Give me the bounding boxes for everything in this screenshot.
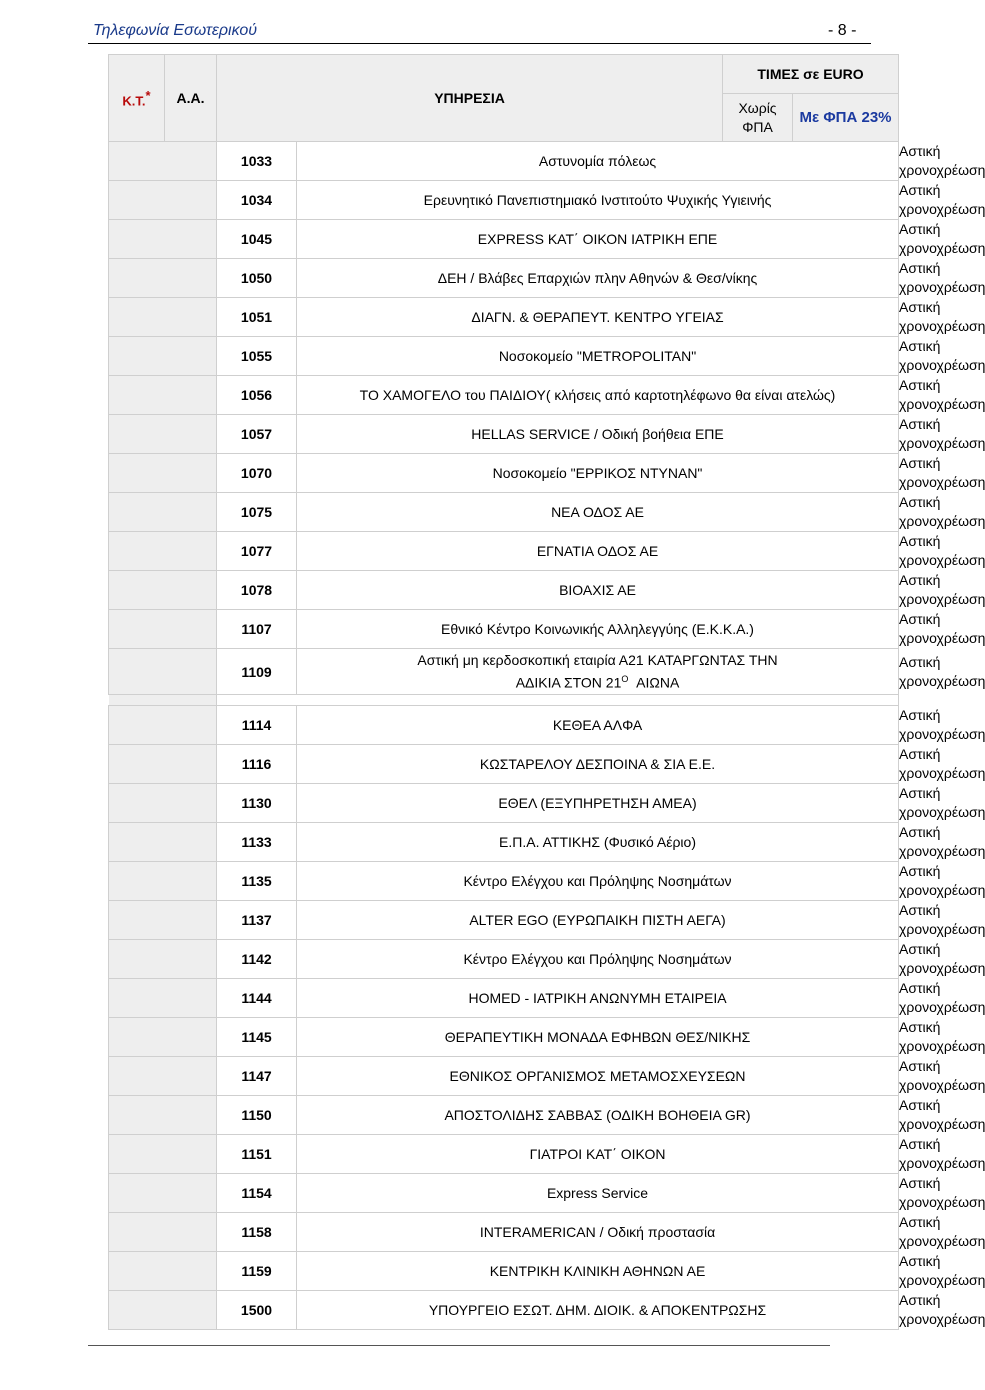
access-code: 1107	[217, 610, 297, 649]
access-code: 1130	[217, 784, 297, 823]
kt-aa-cell	[109, 745, 217, 784]
tariff-table	[108, 54, 985, 1330]
service-name: Κέντρο Ελέγχου και Πρόληψης Νοσημάτων	[297, 940, 899, 979]
service-name: ΥΠΟΥΡΓΕΙΟ ΕΣΩΤ. ΔΗΜ. ΔΙΟΙΚ. & ΑΠΟΚΕΝΤΡΩΣΗΣ	[297, 1291, 899, 1330]
kt-aa-cell	[109, 706, 217, 745]
table-row	[109, 142, 899, 181]
service-name: ΕΘΝΙΚΟΣ ΟΡΓΑΝΙΣΜΟΣ ΜΕΤΑΜΟΣΧΕΥΣΕΩΝ	[297, 1057, 899, 1096]
service-name: ΝΕΑ ΟΔΟΣ ΑΕ	[297, 493, 899, 532]
service-name: ΘΕΡΑΠΕΥΤΙΚΗ ΜΟΝΑΔΑ ΕΦΗΒΩΝ ΘΕΣ/ΝΙΚΗΣ	[297, 1018, 899, 1057]
access-code: 1158	[217, 1213, 297, 1252]
rate-line-1: Αστική	[899, 902, 941, 918]
rate-line-1: Αστική	[899, 416, 941, 432]
service-name: Νοσοκομείο "ΕΡΡΙΚΟΣ ΝΤΥΝΑΝ"	[297, 454, 899, 493]
table-row	[109, 1291, 899, 1330]
kt-aa-cell	[109, 1213, 217, 1252]
service-name: ΕΘΕΛ (ΕΞΥΠΗΡΕΤΗΣΗ ΑΜΕΑ)	[297, 784, 899, 823]
rate-line-1: Αστική	[899, 785, 941, 801]
access-code: 1145	[217, 1018, 297, 1057]
kt-aa-cell	[109, 220, 217, 259]
access-code: 1150	[217, 1096, 297, 1135]
access-code: 1500	[217, 1291, 297, 1330]
service-name: Express Service	[297, 1174, 899, 1213]
kt-aa-cell	[109, 1174, 217, 1213]
rate-line-2: χρονοχρέωση	[899, 1077, 985, 1093]
service-line-2: ΑΔΙΚΙΑ ΣΤΟΝ 21	[515, 674, 622, 691]
rate-line-1: Αστική	[899, 1097, 941, 1113]
table-row	[109, 745, 899, 784]
access-code: 1137	[217, 901, 297, 940]
table-row	[109, 979, 899, 1018]
rate-line-1: Αστική	[899, 941, 941, 957]
table-row	[109, 181, 899, 220]
table-row	[109, 532, 899, 571]
access-code: 1057	[217, 415, 297, 454]
service-name: ΓΙΑΤΡΟΙ ΚΑΤ΄ ΟΙΚΟΝ	[297, 1135, 899, 1174]
access-code: 1078	[217, 571, 297, 610]
service-name: Κέντρο Ελέγχου και Πρόληψης Νοσημάτων	[297, 862, 899, 901]
kt-aa-cell	[109, 649, 217, 695]
table-row	[109, 454, 899, 493]
table-row	[109, 493, 899, 532]
service-name: ΑΠΟΣΤΟΛΙΔΗΣ ΣΑΒΒΑΣ (ΟΔΙΚΗ ΒΟΗΘΕΙΑ GR)	[297, 1096, 899, 1135]
access-code: 1109	[217, 649, 297, 695]
table-row	[109, 940, 899, 979]
rate-line-2: χρονοχρέωση	[899, 318, 985, 334]
rate-line-1: Αστική	[899, 1175, 941, 1191]
access-code: 1135	[217, 862, 297, 901]
kt-aa-cell	[109, 1057, 217, 1096]
service-name: HOMED - ΙΑΤΡΙΚΗ ΑΝΩΝΥΜΗ ΕΤΑΙΡΕΙΑ	[297, 979, 899, 1018]
table-row	[109, 298, 899, 337]
rate-line-2: χρονοχρέωση	[899, 1116, 985, 1132]
footer-divider	[88, 1345, 830, 1346]
kt-aa-cell	[109, 610, 217, 649]
access-code: 1055	[217, 337, 297, 376]
rate-line-2: χρονοχρέωση	[899, 726, 985, 742]
rate-line-1: Αστική	[899, 824, 941, 840]
rate-line-1: Αστική	[899, 611, 941, 627]
table-row	[109, 901, 899, 940]
rate-line-1: Αστική	[899, 299, 941, 315]
rate-line-1: Αστική	[899, 494, 941, 510]
kt-aa-cell	[109, 979, 217, 1018]
kt-label: Κ.Τ.	[122, 93, 146, 109]
spacer-grey	[109, 695, 217, 706]
table-row	[109, 1135, 899, 1174]
kt-aa-cell	[109, 823, 217, 862]
table-row	[109, 610, 899, 649]
rate-line-2: χρονοχρέωση	[899, 591, 985, 607]
service-name: ΒΙΟΑΧΙΣ ΑΕ	[297, 571, 899, 610]
rate-line-2: χρονοχρέωση	[899, 1272, 985, 1288]
rate-line-1: Αστική	[899, 980, 941, 996]
rate-line-1: Αστική	[899, 1253, 941, 1269]
access-code: 1070	[217, 454, 297, 493]
rate-line-2: χρονοχρέωση	[899, 921, 985, 937]
access-code: 1151	[217, 1135, 297, 1174]
access-code: 1114	[217, 706, 297, 745]
rate-line-2: χρονοχρέωση	[899, 1311, 985, 1327]
service-name: ΚΕΘΕΑ ΑΛΦΑ	[297, 706, 899, 745]
with-vat-header: Με ΦΠΑ 23%	[793, 94, 899, 142]
rate-line-1: Αστική	[899, 182, 941, 198]
kt-aa-cell	[109, 142, 217, 181]
table-row	[109, 862, 899, 901]
service-name: Εθνικό Κέντρο Κοινωνικής Αλληλεγγύης (Ε.Κ.Κ.Α.)	[297, 610, 899, 649]
rate-line-2: χρονοχρέωση	[899, 396, 985, 412]
access-code: 1142	[217, 940, 297, 979]
kt-aa-cell	[109, 532, 217, 571]
rate-line-2: χρονοχρέωση	[899, 765, 985, 781]
rate-line-1: Αστική	[899, 1292, 941, 1308]
rate-line-2: χρονοχρέωση	[899, 435, 985, 451]
kt-aa-cell	[109, 298, 217, 337]
rate-line-2: χρονοχρέωση	[899, 804, 985, 820]
service-column-header: ΥΠΗΡΕΣΙΑ	[217, 55, 723, 142]
ordinal-superscript: Ο	[621, 673, 629, 684]
rate-line-1: Αστική	[899, 1214, 941, 1230]
access-code: 1144	[217, 979, 297, 1018]
rate-line-1: Αστική	[899, 533, 941, 549]
rate-line-2: χρονοχρέωση	[899, 960, 985, 976]
prices-column-header: ΤΙΜΕΣ σε EURO	[723, 55, 899, 94]
kt-aa-cell	[109, 181, 217, 220]
access-code: 1045	[217, 220, 297, 259]
service-name: INTERAMERICAN / Οδική προστασία	[297, 1213, 899, 1252]
access-code: 1056	[217, 376, 297, 415]
kt-aa-cell	[109, 901, 217, 940]
table-row	[109, 823, 899, 862]
table-row	[109, 220, 899, 259]
access-code: 1116	[217, 745, 297, 784]
service-name: ΔΕΗ / Βλάβες Επαρχιών πλην Αθηνών & Θεσ/νίκης	[297, 259, 899, 298]
rate-line-1: Αστική	[899, 746, 941, 762]
service-name: ΤΟ ΧΑΜΟΓΕΛΟ του ΠΑΙΔΙΟΥ( κλήσεις από καρτοτηλέφωνο θα είναι ατελώς)	[297, 376, 899, 415]
rate-line-2: χρονοχρέωση	[899, 1038, 985, 1054]
table-row	[109, 337, 899, 376]
rate-line-1: Αστική	[899, 455, 941, 471]
rate-line-1: Αστική	[899, 1019, 941, 1035]
kt-aa-cell	[109, 1135, 217, 1174]
header-divider	[88, 43, 871, 44]
service-name: Ερευνητικό Πανεπιστημιακό Ινστιτούτο Ψυχικής Υγιεινής	[297, 181, 899, 220]
rate-line-1: Αστική	[899, 1058, 941, 1074]
kt-aa-cell	[109, 1252, 217, 1291]
service-name: ΚΩΣΤΑΡΕΛΟΥ ΔΕΣΠΟΙΝΑ & ΣΙΑ Ε.Ε.	[297, 745, 899, 784]
service-name: Ε.Π.Α. ΑΤΤΙΚΗΣ (Φυσικό Αέριο)	[297, 823, 899, 862]
access-code: 1159	[217, 1252, 297, 1291]
service-name: ALTER EGO (ΕΥΡΩΠΑΙΚΗ ΠΙΣΤΗ ΑΕΓΑ)	[297, 901, 899, 940]
rate-line-1: Αστική	[899, 572, 941, 588]
rate-line-1: Αστική	[899, 863, 941, 879]
service-line-2-end: ΑΙΩΝΑ	[636, 674, 680, 691]
access-code: 1034	[217, 181, 297, 220]
rate-line-1: Αστική	[899, 377, 941, 393]
access-code: 1033	[217, 142, 297, 181]
service-name: Νοσοκομείο "METROPOLITAN"	[297, 337, 899, 376]
kt-aa-cell	[109, 784, 217, 823]
kt-aa-cell	[109, 493, 217, 532]
rate-line-2: χρονοχρέωση	[899, 240, 985, 256]
rate-line-2: χρονοχρέωση	[899, 999, 985, 1015]
rate-line-2: χρονοχρέωση	[899, 1233, 985, 1249]
table-row	[109, 784, 899, 823]
kt-aa-cell	[109, 454, 217, 493]
service-name: ΕΓΝΑΤΙΑ ΟΔΟΣ ΑΕ	[297, 532, 899, 571]
document-header-title: Τηλεφωνία Εσωτερικού	[93, 22, 258, 39]
access-code: 1154	[217, 1174, 297, 1213]
kt-aa-cell	[109, 1096, 217, 1135]
access-code: 1147	[217, 1057, 297, 1096]
table-row	[109, 649, 899, 695]
rate-line-2: χρονοχρέωση	[899, 474, 985, 490]
table-row	[109, 376, 899, 415]
rate-line-1: Αστική	[899, 1136, 941, 1152]
table-row	[109, 1018, 899, 1057]
rate-line-2: χρονοχρέωση	[899, 1155, 985, 1171]
table-row	[109, 1174, 899, 1213]
table-header-row	[109, 55, 899, 94]
table-row	[109, 1252, 899, 1291]
table-row	[109, 706, 899, 745]
access-code: 1051	[217, 298, 297, 337]
kt-aa-cell	[109, 940, 217, 979]
table-row	[109, 259, 899, 298]
service-name: EXPRESS ΚΑΤ΄ ΟΙΚΟΝ ΙΑΤΡΙΚΗ ΕΠΕ	[297, 220, 899, 259]
kt-aa-cell	[109, 1018, 217, 1057]
rate-line-2: χρονοχρέωση	[899, 672, 985, 689]
access-code: 1050	[217, 259, 297, 298]
rate-line-2: χρονοχρέωση	[899, 843, 985, 859]
rate-line-1: Αστική	[899, 653, 941, 670]
kt-footnote-mark: *	[145, 87, 151, 103]
tariff-table-body	[109, 55, 985, 1330]
service-line-1: Αστική μη κερδοσκοπική εταιρία Α21 ΚΑΤΑΡΓΩΝΤΑΣ ΤΗΝ	[417, 651, 778, 668]
kt-aa-cell	[109, 1291, 217, 1330]
kt-aa-cell	[109, 862, 217, 901]
kt-aa-cell	[109, 259, 217, 298]
table-row	[109, 571, 899, 610]
aa-column-header: Α.Α.	[165, 55, 217, 142]
rate-line-2: χρονοχρέωση	[899, 279, 985, 295]
service-name: ΚΕΝΤΡΙΚΗ ΚΛΙΝΙΚΗ ΑΘΗΝΩΝ ΑΕ	[297, 1252, 899, 1291]
rate-line-2: χρονοχρέωση	[899, 552, 985, 568]
access-code: 1133	[217, 823, 297, 862]
service-name: Αστυνομία πόλεως	[297, 142, 899, 181]
rate-line-2: χρονοχρέωση	[899, 1194, 985, 1210]
rate-line-2: χρονοχρέωση	[899, 630, 985, 646]
spacer-blank	[217, 695, 899, 706]
kt-aa-cell	[109, 415, 217, 454]
kt-column-header	[109, 55, 165, 142]
rate-line-2: χρονοχρέωση	[899, 882, 985, 898]
table-row	[109, 1096, 899, 1135]
access-code: 1077	[217, 532, 297, 571]
kt-aa-cell	[109, 337, 217, 376]
service-name: ΔΙΑΓΝ. & ΘΕΡΑΠΕΥΤ. ΚΕΝΤΡΟ ΥΓΕΙΑΣ	[297, 298, 899, 337]
rate-line-2: χρονοχρέωση	[899, 513, 985, 529]
service-name: HELLAS SERVICE / Οδική βοήθεια ΕΠΕ	[297, 415, 899, 454]
access-code: 1075	[217, 493, 297, 532]
page-number: - 8 -	[828, 22, 857, 39]
without-vat-header: Χωρίς ΦΠΑ	[723, 94, 793, 142]
service-name	[297, 649, 899, 695]
table-row	[109, 415, 899, 454]
rate-line-2: χρονοχρέωση	[899, 162, 985, 178]
rate-line-1: Αστική	[899, 143, 941, 159]
rate-line-1: Αστική	[899, 221, 941, 237]
table-row	[109, 1213, 899, 1252]
kt-aa-cell	[109, 571, 217, 610]
row-spacer	[109, 695, 899, 706]
rate-line-1: Αστική	[899, 707, 941, 723]
rate-line-2: χρονοχρέωση	[899, 357, 985, 373]
kt-aa-cell	[109, 376, 217, 415]
rate-line-1: Αστική	[899, 338, 941, 354]
rate-line-1: Αστική	[899, 260, 941, 276]
table-row	[109, 1057, 899, 1096]
rate-line-2: χρονοχρέωση	[899, 201, 985, 217]
